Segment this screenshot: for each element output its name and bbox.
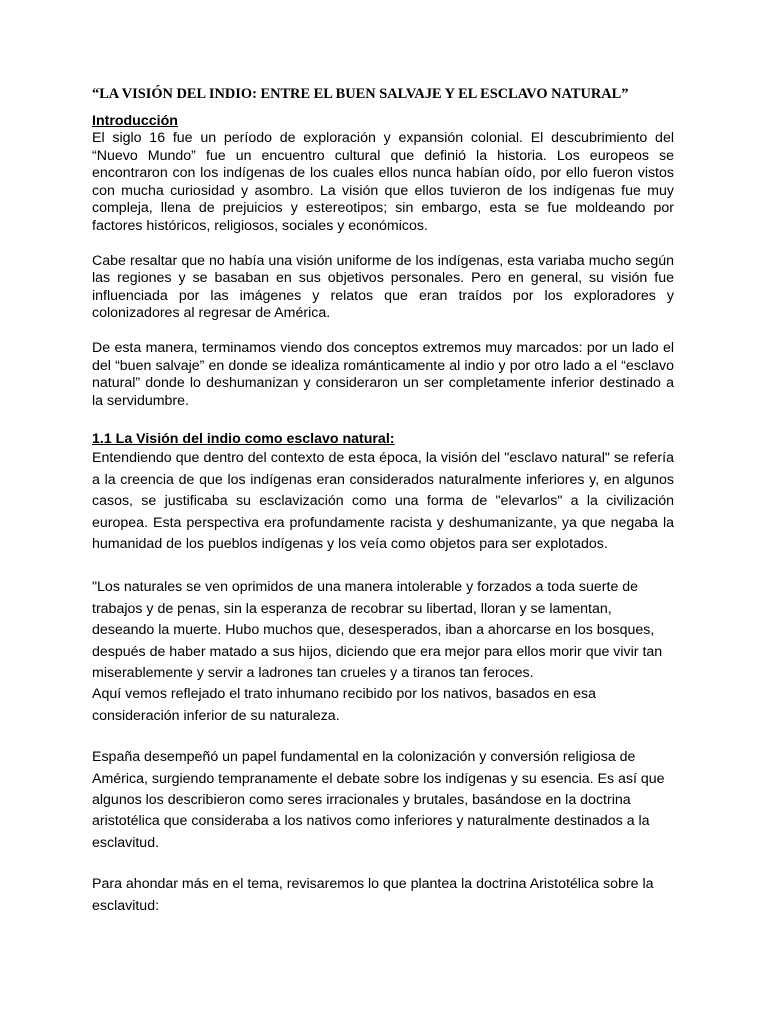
final-line: Para ahondar más en el tema, revisaremos lo que plantea la doctrina Aristotélica sobre la	[92, 876, 654, 893]
section-heading: 1.1 La Visión del indio como esclavo natural:	[92, 431, 395, 448]
final-line: esclavitud:	[92, 897, 160, 914]
quote-line: "Los naturales se ven oprimidos de una manera intolerable y forzados a toda suerte de	[92, 579, 639, 596]
spain-line: América, surgiendo tempranamente el debate sobre los indígenas y su esencia. Es así que	[92, 770, 665, 787]
intro-paragraph-3: De esta manera, terminamos viendo dos conceptos extremos muy marcados: por un lado el del “buen salvaje” en donde se idealiza románticamente al indio y por otro lado a el “esclavo natural” donde lo deshumanizan y consideraron un ser completamente inferior destinado a la servidumbre.	[92, 339, 674, 409]
section-paragraph: Entendiendo que dentro del contexto de esta época, la visión del "esclavo natural" se refería a la creencia de que los indígenas eran considerados naturalmente inferiores y, en algunos casos, se justificaba su esclavización como una forma de "elevarlos" a la civilización europea. Esta perspectiva era profundamente racista y deshumanizante, ya que negaba la humanidad de los pueblos indígenas y los veía como objetos para ser explotados.	[92, 450, 674, 552]
spain-line: aristotélica que consideraba a los nativos como inferiores y naturalmente destinados a la	[92, 813, 650, 830]
intro-paragraph-1: El siglo 16 fue un período de exploración y expansión colonial. El descubrimiento del “Nuevo Mundo” fue un encuentro cultural que definió la historia. Los europeos se encontraron con los indígenas de los cuales ellos nunca habían oído, por ello fueron vistos con mucha curiosidad y asombro. La visión que ellos tuvieron de los indígenas fue muy compleja, llena de prejuicios y estereotipos; sin embargo, esta se fue moldeando por factores históricos, religiosos, sociales y económicos.	[92, 130, 674, 234]
commentary-line: Aquí vemos reflejado el trato inhumano recibido por los nativos, basados en esa	[92, 686, 596, 703]
quote-line: deseando la muerte. Hubo muchos que, desesperados, iban a ahorcarse en los bosques,	[92, 622, 655, 639]
spain-line: algunos los describieron como seres irracionales y brutales, basándose en la doctrina	[92, 792, 631, 808]
quote-line: después de haber matado a sus hijos, diciendo que era mejor para ellos morir que vivir tan	[92, 643, 663, 660]
document-title: “LA VISIÓN DEL INDIO: ENTRE EL BUEN SALVAJE Y EL ESCLAVO NATURAL”	[92, 86, 629, 102]
intro-paragraph-2: Cabe resaltar que no había una visión uniforme de los indígenas, esta variaba mucho según las regiones y se basaban en sus objetivos personales. Pero en general, su visión fue influenciada por las imágenes y relatos que eran traídos por los exploradores y colonizadores al regresar de América.	[92, 252, 674, 322]
quote-line: trabajos y de penas, sin la esperanza de recobrar su libertad, lloran y se lamentan,	[92, 600, 612, 617]
spain-line: España desempeñó un papel fundamental en la colonización y conversión religiosa de	[92, 749, 636, 766]
quote-block	[92, 577, 674, 727]
quote-line: miserablemente y servir a ladrones tan crueles y a tiranos tan feroces.	[92, 664, 534, 681]
intro-heading: Introducción	[92, 113, 178, 129]
final-paragraph	[92, 874, 674, 917]
spain-paragraph	[92, 747, 674, 854]
document-body	[92, 112, 674, 917]
commentary-line: consideración inferior de su naturaleza.	[92, 707, 340, 724]
spain-line: esclavitud.	[92, 834, 160, 851]
